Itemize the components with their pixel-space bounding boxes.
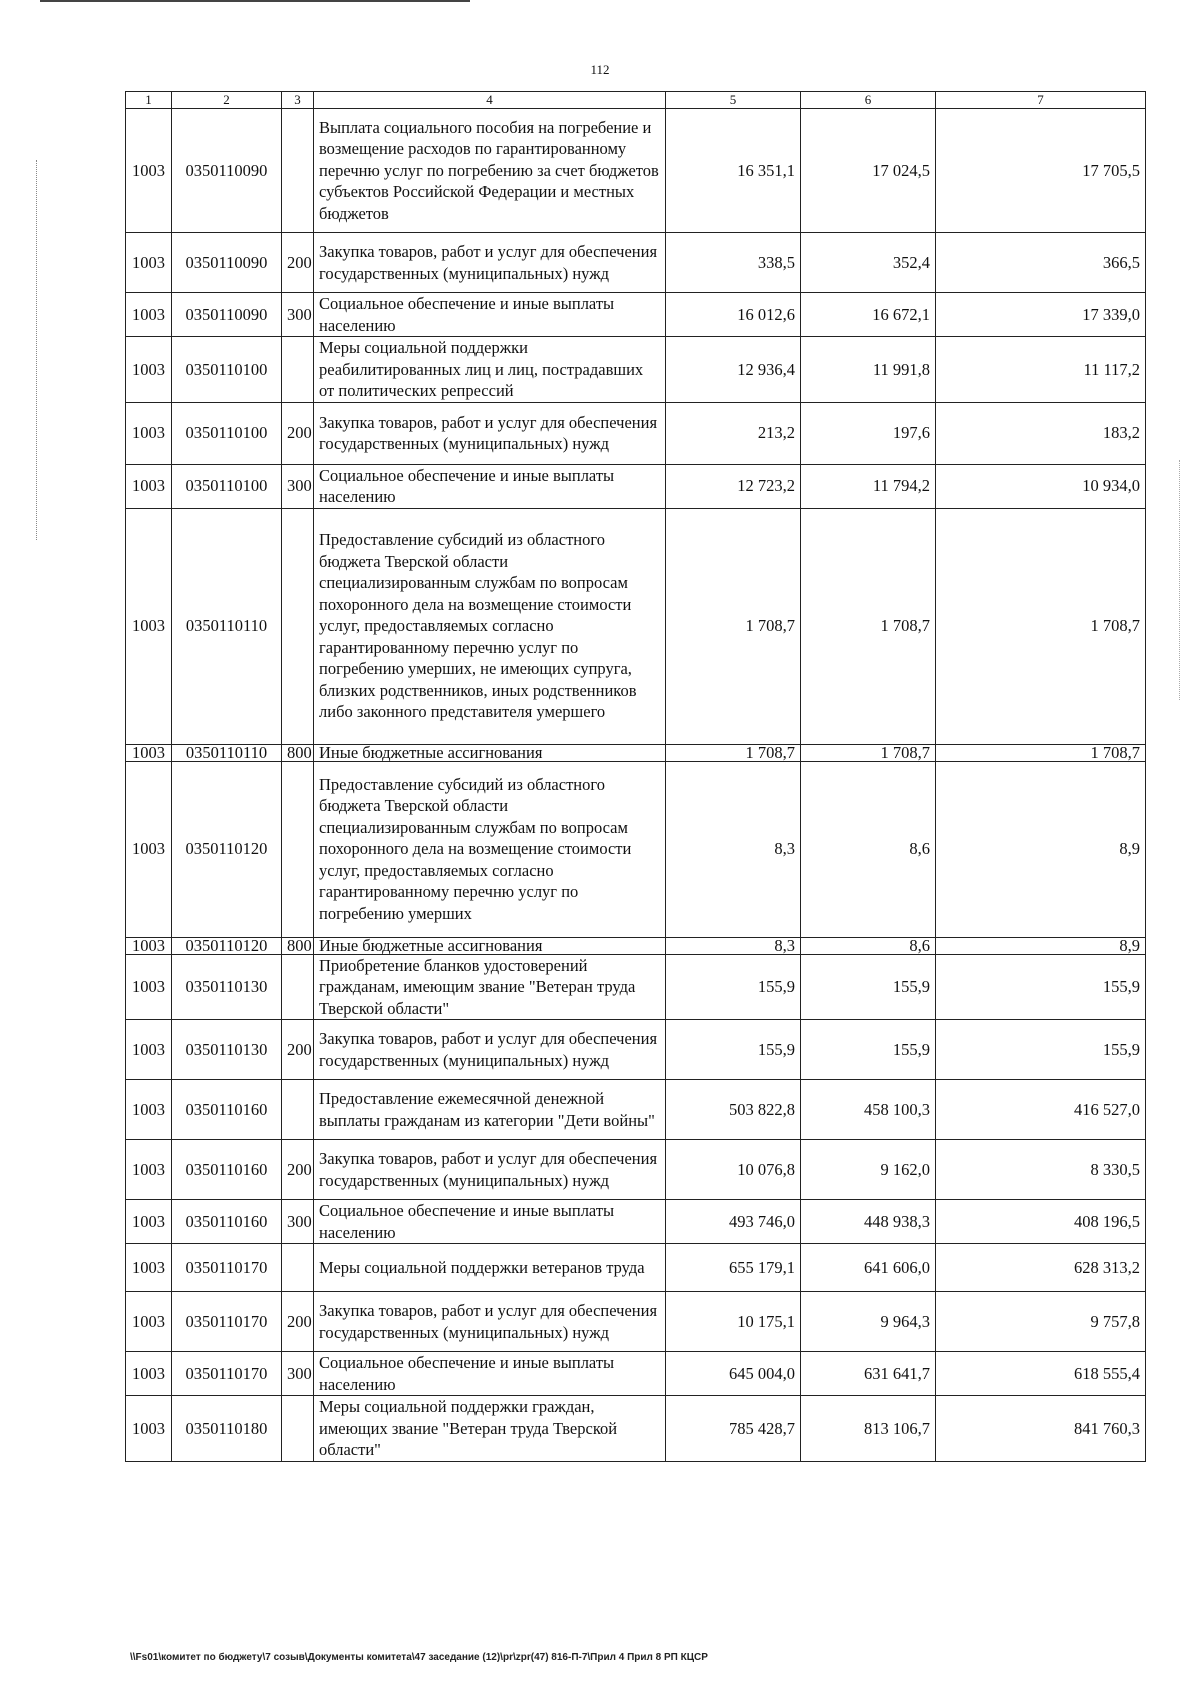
amount-year-3: 17 339,0 bbox=[936, 293, 1146, 337]
amount-year-3: 8,9 bbox=[936, 937, 1146, 954]
amount-year-2: 17 024,5 bbox=[801, 109, 936, 233]
column-header: 2 bbox=[172, 92, 282, 109]
amount-year-1: 12 936,4 bbox=[666, 337, 801, 403]
table-row bbox=[126, 744, 1146, 761]
amount-year-1: 16 351,1 bbox=[666, 109, 801, 233]
target-article-code: 0350110130 bbox=[172, 1020, 282, 1080]
section-code: 1003 bbox=[126, 744, 172, 761]
amount-year-3: 628 313,2 bbox=[936, 1244, 1146, 1292]
item-name: Закупка товаров, работ и услуг для обеспечения государственных (муниципальных) нужд bbox=[314, 1292, 666, 1352]
table-row bbox=[126, 761, 1146, 937]
target-article-code: 0350110110 bbox=[172, 508, 282, 744]
target-article-code: 0350110180 bbox=[172, 1396, 282, 1462]
item-name: Приобретение бланков удостоверений гражданам, имеющим звание "Ветеран труда Тверской области" bbox=[314, 954, 666, 1020]
expense-type-code bbox=[282, 1396, 314, 1462]
column-header: 4 bbox=[314, 92, 666, 109]
target-article-code: 0350110170 bbox=[172, 1292, 282, 1352]
amount-year-3: 1 708,7 bbox=[936, 508, 1146, 744]
expense-type-code bbox=[282, 1080, 314, 1140]
amount-year-3: 8,9 bbox=[936, 761, 1146, 937]
section-code: 1003 bbox=[126, 1020, 172, 1080]
file-path-footer: \\Fs01\комитет по бюджету\7 созыв\Документы комитета\47 заседание (12)\pr\zpr(47) 816-П-7\Прил 4 Прил 8 РП КЦСР bbox=[130, 1652, 708, 1663]
column-header: 5 bbox=[666, 92, 801, 109]
amount-year-2: 1 708,7 bbox=[801, 508, 936, 744]
section-code: 1003 bbox=[126, 1292, 172, 1352]
item-name: Предоставление субсидий из областного бюджета Тверской области специализированным службам по вопросам похоронного дела на возмещение стоимости услуг, предоставляемых согласно гарантированному перечню услуг по погребению умерших bbox=[314, 761, 666, 937]
amount-year-3: 10 934,0 bbox=[936, 464, 1146, 508]
scan-margin-marks-right bbox=[1179, 460, 1182, 700]
target-article-code: 0350110120 bbox=[172, 761, 282, 937]
table-header bbox=[126, 92, 1146, 109]
amount-year-1: 1 708,7 bbox=[666, 508, 801, 744]
amount-year-2: 8,6 bbox=[801, 761, 936, 937]
item-name: Иные бюджетные ассигнования bbox=[314, 937, 666, 954]
item-name: Предоставление субсидий из областного бюджета Тверской области специализированным службам по вопросам похоронного дела на возмещение стоимости услуг, предоставляемых согласно гарантированному перечню услуг по погребению умерших, не имеющих супруга, близких родственников, иных родственников либо законного представителя умершего bbox=[314, 508, 666, 744]
expense-type-code: 300 bbox=[282, 293, 314, 337]
target-article-code: 0350110090 bbox=[172, 233, 282, 293]
table-body bbox=[126, 109, 1146, 1462]
amount-year-2: 16 672,1 bbox=[801, 293, 936, 337]
item-name: Закупка товаров, работ и услуг для обеспечения государственных (муниципальных) нужд bbox=[314, 402, 666, 464]
amount-year-1: 645 004,0 bbox=[666, 1352, 801, 1396]
amount-year-1: 8,3 bbox=[666, 761, 801, 937]
expense-type-code: 200 bbox=[282, 233, 314, 293]
item-name: Выплата социального пособия на погребение и возмещение расходов по гарантированному перечню услуг по погребению за счет бюджетов субъектов Российской Федерации и местных бюджетов bbox=[314, 109, 666, 233]
amount-year-1: 12 723,2 bbox=[666, 464, 801, 508]
amount-year-2: 9 162,0 bbox=[801, 1140, 936, 1200]
expense-type-code bbox=[282, 109, 314, 233]
table-row bbox=[126, 1292, 1146, 1352]
target-article-code: 0350110090 bbox=[172, 109, 282, 233]
amount-year-3: 618 555,4 bbox=[936, 1352, 1146, 1396]
amount-year-3: 366,5 bbox=[936, 233, 1146, 293]
section-code: 1003 bbox=[126, 508, 172, 744]
expense-type-code: 300 bbox=[282, 464, 314, 508]
item-name: Закупка товаров, работ и услуг для обеспечения государственных (муниципальных) нужд bbox=[314, 1140, 666, 1200]
amount-year-3: 408 196,5 bbox=[936, 1200, 1146, 1244]
item-name: Социальное обеспечение и иные выплаты населению bbox=[314, 293, 666, 337]
target-article-code: 0350110160 bbox=[172, 1080, 282, 1140]
section-code: 1003 bbox=[126, 109, 172, 233]
target-article-code: 0350110090 bbox=[172, 293, 282, 337]
expense-type-code bbox=[282, 337, 314, 403]
amount-year-2: 155,9 bbox=[801, 1020, 936, 1080]
table-row bbox=[126, 464, 1146, 508]
amount-year-1: 155,9 bbox=[666, 954, 801, 1020]
section-code: 1003 bbox=[126, 233, 172, 293]
section-code: 1003 bbox=[126, 1140, 172, 1200]
column-header: 7 bbox=[936, 92, 1146, 109]
table-row bbox=[126, 337, 1146, 403]
amount-year-1: 655 179,1 bbox=[666, 1244, 801, 1292]
table-row bbox=[126, 293, 1146, 337]
amount-year-1: 1 708,7 bbox=[666, 744, 801, 761]
amount-year-2: 813 106,7 bbox=[801, 1396, 936, 1462]
item-name: Меры социальной поддержки ветеранов труда bbox=[314, 1244, 666, 1292]
amount-year-1: 493 746,0 bbox=[666, 1200, 801, 1244]
expense-type-code: 200 bbox=[282, 1292, 314, 1352]
amount-year-2: 8,6 bbox=[801, 937, 936, 954]
item-name: Предоставление ежемесячной денежной выплаты гражданам из категории "Дети войны" bbox=[314, 1080, 666, 1140]
amount-year-2: 641 606,0 bbox=[801, 1244, 936, 1292]
target-article-code: 0350110130 bbox=[172, 954, 282, 1020]
table-row bbox=[126, 402, 1146, 464]
scan-top-line bbox=[40, 0, 470, 2]
amount-year-3: 183,2 bbox=[936, 402, 1146, 464]
section-code: 1003 bbox=[126, 761, 172, 937]
amount-year-3: 17 705,5 bbox=[936, 109, 1146, 233]
budget-table-container bbox=[125, 91, 1145, 1462]
amount-year-2: 197,6 bbox=[801, 402, 936, 464]
amount-year-3: 155,9 bbox=[936, 954, 1146, 1020]
scan-margin-marks bbox=[36, 160, 40, 540]
expense-type-code: 200 bbox=[282, 1140, 314, 1200]
section-code: 1003 bbox=[126, 1396, 172, 1462]
section-code: 1003 bbox=[126, 1080, 172, 1140]
amount-year-1: 10 175,1 bbox=[666, 1292, 801, 1352]
amount-year-2: 11 991,8 bbox=[801, 337, 936, 403]
column-header: 6 bbox=[801, 92, 936, 109]
amount-year-3: 416 527,0 bbox=[936, 1080, 1146, 1140]
table-row bbox=[126, 508, 1146, 744]
table-row bbox=[126, 1396, 1146, 1462]
section-code: 1003 bbox=[126, 1200, 172, 1244]
table-row bbox=[126, 1080, 1146, 1140]
target-article-code: 0350110110 bbox=[172, 744, 282, 761]
amount-year-3: 155,9 bbox=[936, 1020, 1146, 1080]
table-row bbox=[126, 937, 1146, 954]
item-name: Иные бюджетные ассигнования bbox=[314, 744, 666, 761]
target-article-code: 0350110100 bbox=[172, 402, 282, 464]
table-row bbox=[126, 109, 1146, 233]
expense-type-code: 300 bbox=[282, 1352, 314, 1396]
amount-year-2: 458 100,3 bbox=[801, 1080, 936, 1140]
table-row bbox=[126, 954, 1146, 1020]
amount-year-1: 155,9 bbox=[666, 1020, 801, 1080]
target-article-code: 0350110160 bbox=[172, 1140, 282, 1200]
amount-year-1: 503 822,8 bbox=[666, 1080, 801, 1140]
amount-year-3: 841 760,3 bbox=[936, 1396, 1146, 1462]
section-code: 1003 bbox=[126, 937, 172, 954]
amount-year-1: 8,3 bbox=[666, 937, 801, 954]
column-header: 3 bbox=[282, 92, 314, 109]
amount-year-2: 631 641,7 bbox=[801, 1352, 936, 1396]
item-name: Социальное обеспечение и иные выплаты населению bbox=[314, 1200, 666, 1244]
target-article-code: 0350110120 bbox=[172, 937, 282, 954]
item-name: Социальное обеспечение и иные выплаты населению bbox=[314, 464, 666, 508]
item-name: Социальное обеспечение и иные выплаты населению bbox=[314, 1352, 666, 1396]
amount-year-1: 16 012,6 bbox=[666, 293, 801, 337]
section-code: 1003 bbox=[126, 954, 172, 1020]
amount-year-3: 8 330,5 bbox=[936, 1140, 1146, 1200]
amount-year-2: 1 708,7 bbox=[801, 744, 936, 761]
expense-type-code: 800 bbox=[282, 937, 314, 954]
amount-year-1: 785 428,7 bbox=[666, 1396, 801, 1462]
expense-type-code bbox=[282, 508, 314, 744]
amount-year-2: 448 938,3 bbox=[801, 1200, 936, 1244]
section-code: 1003 bbox=[126, 1244, 172, 1292]
page-number: 112 bbox=[590, 62, 610, 77]
amount-year-3: 11 117,2 bbox=[936, 337, 1146, 403]
target-article-code: 0350110100 bbox=[172, 464, 282, 508]
item-name: Закупка товаров, работ и услуг для обеспечения государственных (муниципальных) нужд bbox=[314, 233, 666, 293]
section-code: 1003 bbox=[126, 402, 172, 464]
amount-year-3: 9 757,8 bbox=[936, 1292, 1146, 1352]
expense-type-code: 300 bbox=[282, 1200, 314, 1244]
item-name: Меры социальной поддержки граждан, имеющих звание "Ветеран труда Тверской области" bbox=[314, 1396, 666, 1462]
amount-year-1: 338,5 bbox=[666, 233, 801, 293]
amount-year-2: 155,9 bbox=[801, 954, 936, 1020]
amount-year-1: 10 076,8 bbox=[666, 1140, 801, 1200]
amount-year-2: 11 794,2 bbox=[801, 464, 936, 508]
item-name: Меры социальной поддержки реабилитированных лиц и лиц, пострадавших от политических репрессий bbox=[314, 337, 666, 403]
section-code: 1003 bbox=[126, 464, 172, 508]
section-code: 1003 bbox=[126, 337, 172, 403]
header-row bbox=[126, 92, 1146, 109]
table-row bbox=[126, 1244, 1146, 1292]
item-name: Закупка товаров, работ и услуг для обеспечения государственных (муниципальных) нужд bbox=[314, 1020, 666, 1080]
expense-type-code bbox=[282, 954, 314, 1020]
expense-type-code: 200 bbox=[282, 1020, 314, 1080]
target-article-code: 0350110170 bbox=[172, 1352, 282, 1396]
expense-type-code: 800 bbox=[282, 744, 314, 761]
expense-type-code bbox=[282, 1244, 314, 1292]
amount-year-1: 213,2 bbox=[666, 402, 801, 464]
amount-year-2: 9 964,3 bbox=[801, 1292, 936, 1352]
expense-type-code: 200 bbox=[282, 402, 314, 464]
expense-type-code bbox=[282, 761, 314, 937]
section-code: 1003 bbox=[126, 1352, 172, 1396]
amount-year-2: 352,4 bbox=[801, 233, 936, 293]
target-article-code: 0350110160 bbox=[172, 1200, 282, 1244]
table-row bbox=[126, 233, 1146, 293]
section-code: 1003 bbox=[126, 293, 172, 337]
target-article-code: 0350110170 bbox=[172, 1244, 282, 1292]
column-header: 1 bbox=[126, 92, 172, 109]
amount-year-3: 1 708,7 bbox=[936, 744, 1146, 761]
table-row bbox=[126, 1352, 1146, 1396]
table-row bbox=[126, 1020, 1146, 1080]
budget-table bbox=[125, 91, 1146, 1462]
table-row bbox=[126, 1200, 1146, 1244]
table-row bbox=[126, 1140, 1146, 1200]
target-article-code: 0350110100 bbox=[172, 337, 282, 403]
